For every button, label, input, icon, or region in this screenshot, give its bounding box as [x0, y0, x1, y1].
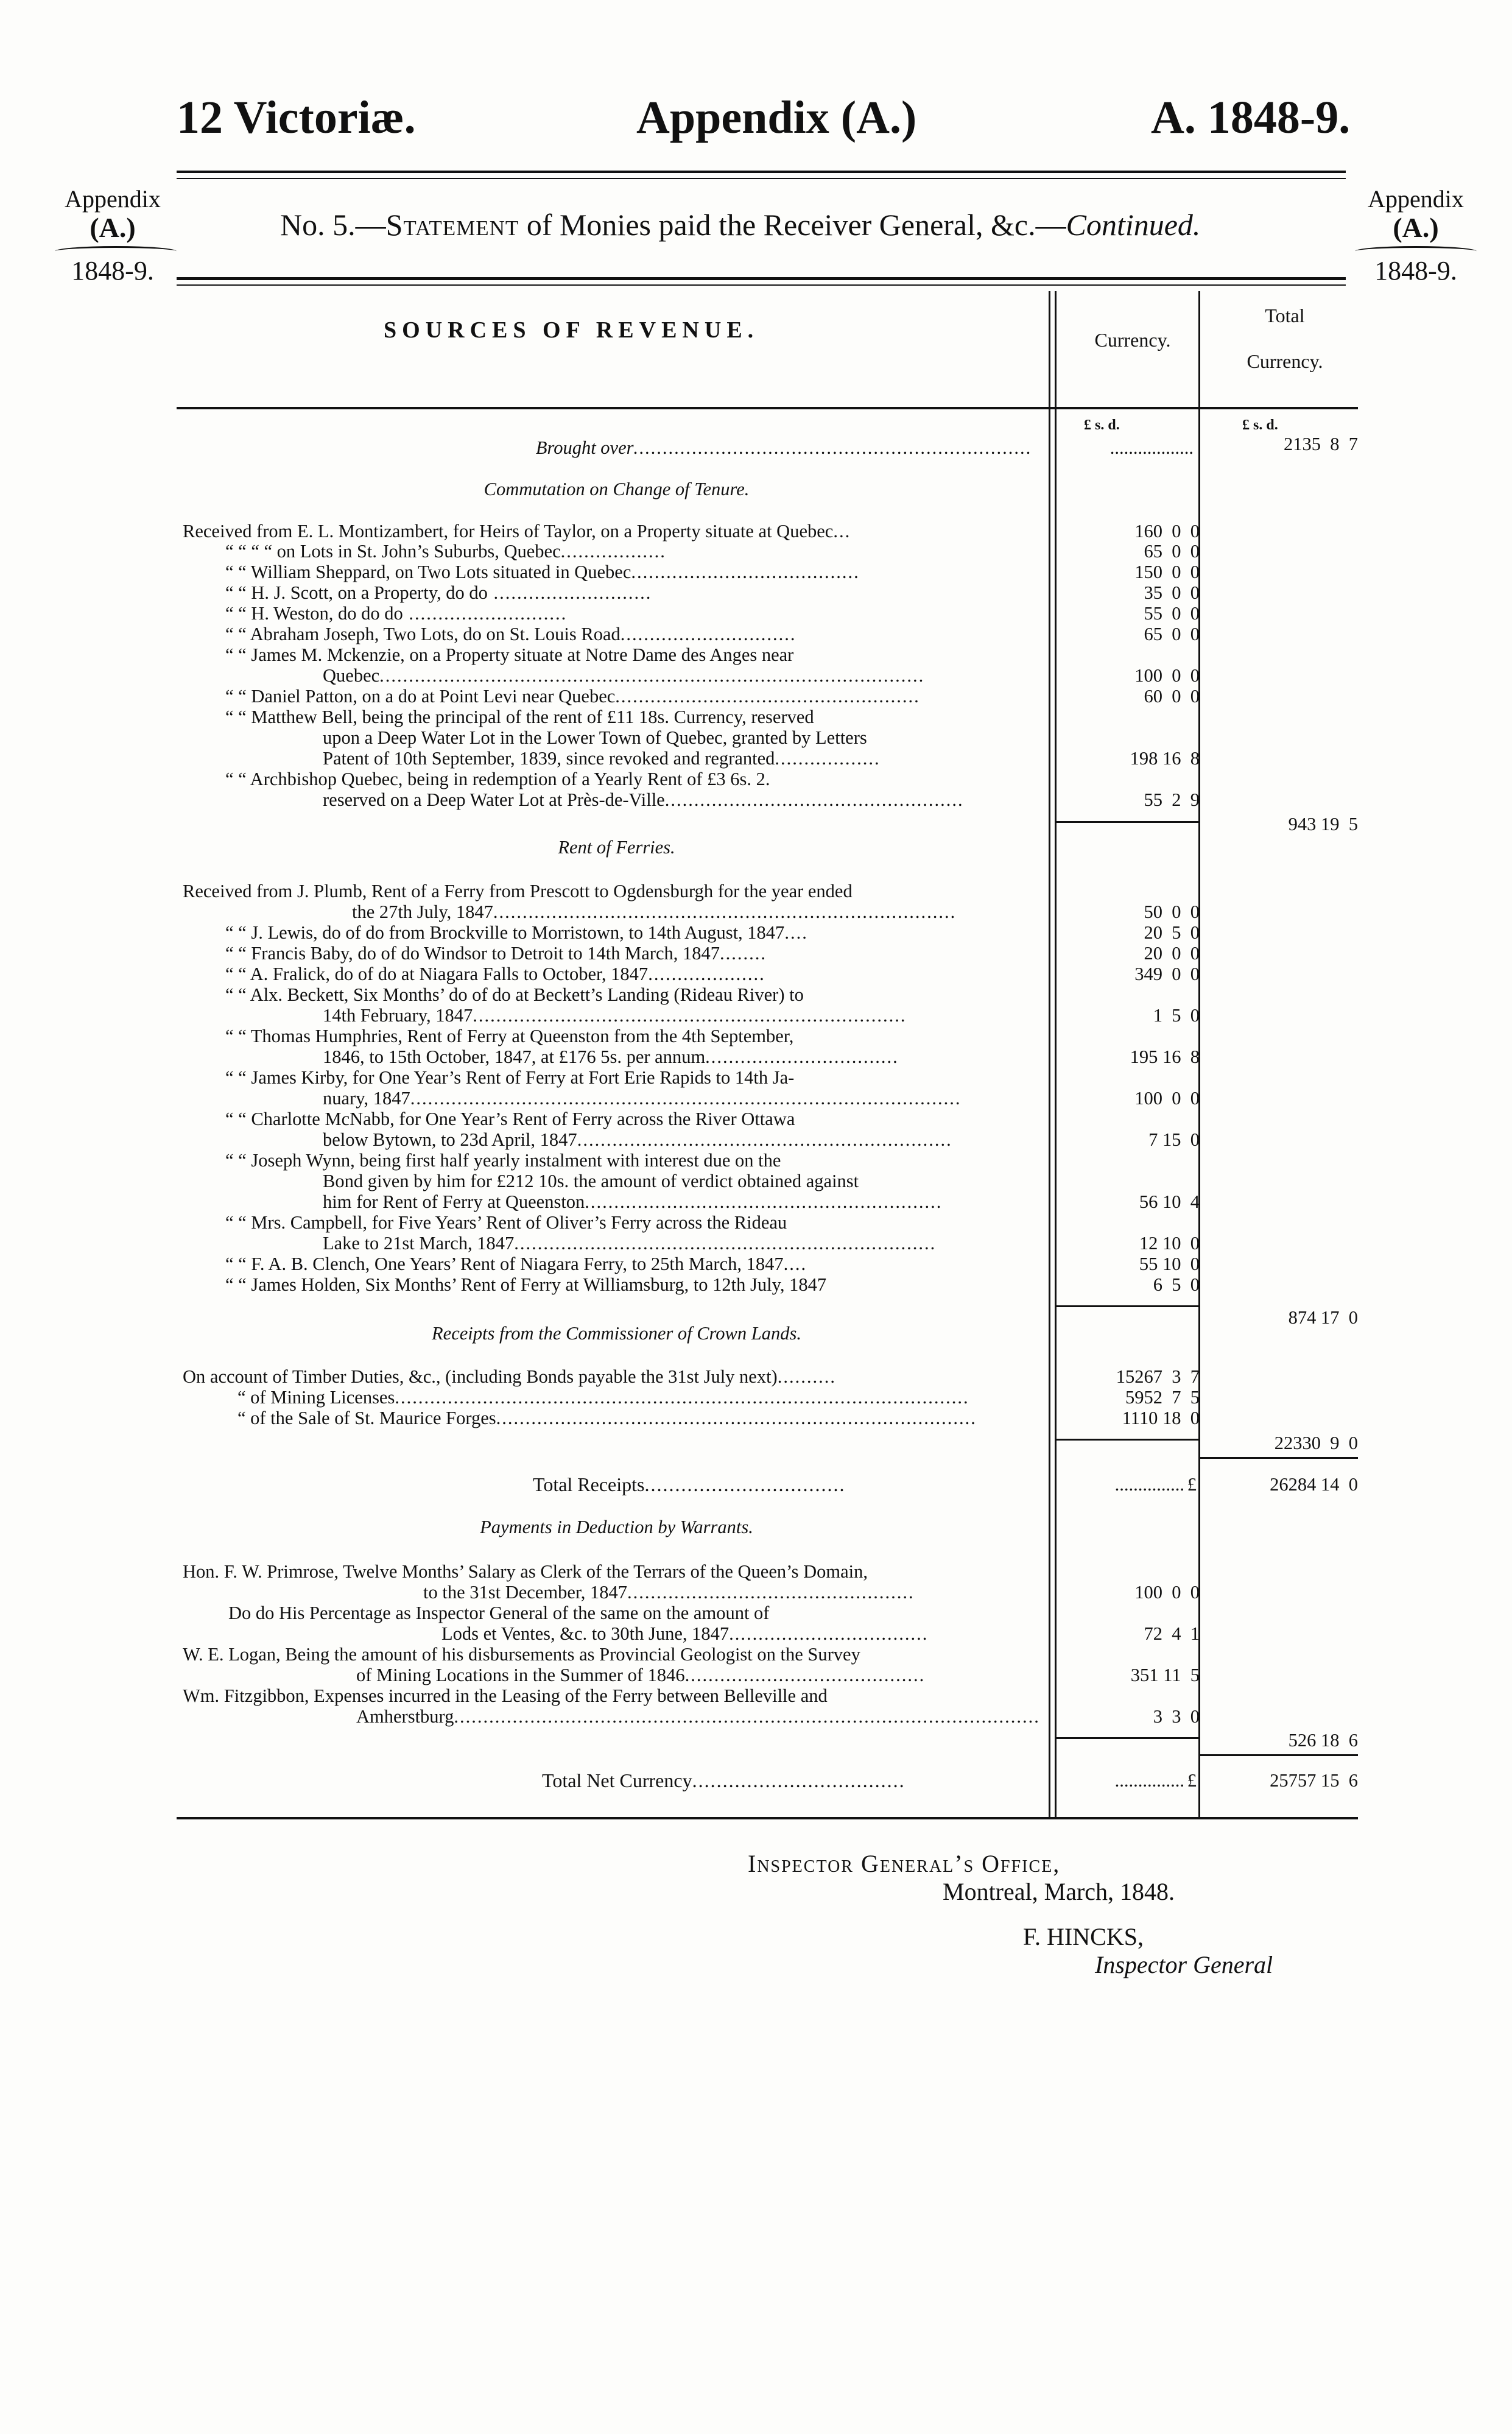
ferry-row-7: “ “ James Kirby, for One Year’s Rent of Ferry at Fort Erie Rapids to 14th Ja- [225, 1067, 795, 1088]
commutation-amount-1: 160 0 0 [1134, 521, 1200, 541]
row-text-cont: Bond given by him for £212 10s. the amount of verdict obtained against [323, 1171, 859, 1191]
section-crown-lands: Receipts from the Commissioner of Crown Lands. [432, 1323, 801, 1344]
column-total-currency: Currency. [1247, 350, 1323, 372]
commutation-amount-9: 198 16 8 [1130, 748, 1200, 769]
commutation-row-9-cont2: Patent of 10th September, 1839, since revoked and regranted.................. [323, 748, 881, 769]
commutation-row-9: “ “ Matthew Bell, being the principal of the rent of £11 18s. Currency, reserved [225, 707, 814, 727]
total-receipts-dots: ............... [1114, 1474, 1184, 1495]
ferry-row-5: “ “ Alx. Beckett, Six Months’ do of do at Beckett’s Landing (Rideau River) to [225, 984, 804, 1005]
commutation-amount-10: 55 2 9 [1144, 789, 1200, 810]
commutation-row-3: “ “ William Sheppard, on Two Lots situated in Quebec....................................... [225, 562, 860, 582]
running-head-right: A. 1848-9. [1151, 92, 1351, 143]
row-text: Wm. Fitzgibbon, Expenses incurred in the Leasing of the Ferry between Belleville and [183, 1685, 828, 1706]
header-rule [177, 171, 1346, 173]
title-rule-thin [177, 284, 1346, 286]
total-net-text: Total Net Currency [542, 1769, 692, 1791]
title-word: Statement [385, 208, 519, 242]
payment-row-1-cont: to the 31st December, 1847................................................. [423, 1582, 915, 1603]
total-receipts-pound: £ [1187, 1474, 1197, 1495]
commutation-row-7: “ “ James M. Mckenzie, on a Property situate at Notre Dame des Anges near [225, 644, 794, 665]
margin-ref: (A.) [90, 212, 136, 243]
brought-over-label: Brought over.................................................................... [535, 437, 1032, 458]
ferry-amount-1: 50 0 0 [1144, 901, 1200, 922]
payment-row-4 [183, 1685, 1050, 1706]
row-text: Mrs. Campbell, for Five Years’ Rent of Oliver’s Ferry across the Rideau [251, 1212, 787, 1233]
commutation-row-8: “ “ Daniel Patton, on a do at Point Levi near Quebec.................................................... [225, 686, 920, 707]
crown-row-2: “ of Mining Licenses.................................................................................................. [237, 1387, 969, 1408]
commutation-amount-6: 65 0 0 [1144, 624, 1200, 644]
row-text: On account of Timber Duties, &c., (including Bonds payable the 31st July next) [183, 1366, 778, 1387]
total-net-amount: 25757 15 6 [1270, 1770, 1358, 1791]
office-place-date: Montreal, March, 1848. [943, 1878, 1175, 1905]
crown-row-3: “ of the Sale of St. Maurice Forges.................................................................................. [237, 1408, 977, 1428]
payment-amount-4: 3 3 0 [1153, 1706, 1200, 1727]
row-text: William Sheppard, on Two Lots situated in Quebec [250, 562, 631, 582]
commutation-row-7-cont: Quebec............................................................................................. [323, 665, 925, 686]
crown-amount-2: 5952 7 5 [1125, 1387, 1200, 1408]
row-text: Abraham Joseph, Two Lots, do on St. Louis Road [250, 624, 621, 644]
row-text-cont: Amherstburg [356, 1706, 454, 1727]
brought-over-text: Brought over [535, 437, 634, 458]
margin-ref: (A.) [1393, 212, 1439, 243]
currency-lsd-label: £ s. d. [1084, 417, 1120, 433]
row-text: Received from J. Plumb, Rent of a Ferry from Prescott to Ogdensburgh for the year ended [183, 881, 853, 901]
running-head-left: 12 Victoriæ. [177, 92, 416, 143]
payments-sum-rule [1055, 1737, 1198, 1739]
row-text: Thomas Humphries, Rent of Ferry at Queenston from the 4th September, [250, 1026, 794, 1046]
row-text: F. A. B. Clench, One Years’ Rent of Niagara Ferry, to 25th March, 1847 [251, 1254, 784, 1274]
row-text-cont: 1846, to 15th October, 1847, at £176 5s. per annum [323, 1046, 706, 1067]
ferry-row-6: “ “ Thomas Humphries, Rent of Ferry at Queenston from the 4th September, [225, 1026, 794, 1046]
ferry-row-1-cont: the 27th July, 1847............................................................................... [352, 901, 957, 922]
row-text-cont: of Mining Locations in the Summer of 1846 [356, 1665, 685, 1685]
ferry-row-9-cont2: him for Rent of Ferry at Queenston............................................................. [323, 1191, 943, 1212]
title-rest: of Monies paid the Receiver General, &c.— [519, 208, 1066, 242]
section-ferries: Rent of Ferries. [558, 837, 675, 858]
ferry-row-9-cont [183, 1171, 1190, 1191]
commutation-amount-4: 35 0 0 [1144, 582, 1200, 603]
column-total: Total [1265, 305, 1305, 326]
signatory-name: F. HINCKS, [1023, 1923, 1144, 1950]
commutation-row-1: Received from E. L. Montizambert, for Heirs of Taylor, on a Property situate at Quebec... [183, 521, 851, 541]
row-text-cont: to the 31st December, 1847 [423, 1582, 628, 1603]
crown-amount-3: 1110 18 0 [1122, 1408, 1200, 1428]
office-name: Inspector General’s Office, [748, 1850, 1061, 1877]
ferry-amount-12: 6 5 0 [1153, 1274, 1200, 1295]
row-text: A. Fralick, do of do at Niagara Falls to October, 1847 [250, 964, 649, 984]
ferry-total: 874 17 0 [1288, 1307, 1358, 1328]
ferry-amount-11: 55 10 0 [1139, 1254, 1200, 1274]
commutation-row-9-cont [183, 727, 1190, 748]
ferry-amount-8: 7 15 0 [1148, 1129, 1200, 1150]
ferry-amount-3: 20 0 0 [1144, 943, 1200, 964]
row-text: James Kirby, for One Year’s Rent of Ferry at Fort Erie Rapids to 14th Ja- [251, 1067, 795, 1088]
commutation-amount-7: 100 0 0 [1134, 665, 1200, 686]
row-text-cont: Lake to 21st March, 1847 [323, 1233, 515, 1254]
brought-over-dots: .................. [1109, 437, 1194, 458]
row-text: Archbishop Quebec, being in redemption of a Yearly Rent of £3 6s. 2. [250, 769, 770, 789]
commutation-row-5: “ “ H. Weston, do do do ........................... [225, 603, 568, 624]
ferry-row-8-cont: below Bytown, to 23d April, 1847................................................................ [323, 1129, 952, 1150]
commutation-amount-8: 60 0 0 [1144, 686, 1200, 707]
payment-amount-1: 100 0 0 [1134, 1582, 1200, 1603]
ferry-row-1 [183, 881, 1050, 901]
margin-label: Appendix [65, 185, 161, 213]
payment-amount-2: 72 4 1 [1144, 1623, 1200, 1644]
ferry-amount-6: 195 16 8 [1130, 1046, 1200, 1067]
margin-swash [55, 246, 177, 256]
total-receipts-rule [1198, 1457, 1358, 1459]
ferry-row-8: “ “ Charlotte McNabb, for One Year’s Rent of Ferry across the River Ottawa [225, 1109, 795, 1129]
row-text: Joseph Wynn, being first half yearly instalment with interest due on the [251, 1150, 781, 1171]
commutation-row-10-cont: reserved on a Deep Water Lot at Près-de-Ville................................................... [323, 789, 964, 810]
margin-year: 1848-9. [1374, 255, 1457, 286]
brought-over-total: 2135 8 7 [1284, 434, 1358, 454]
row-text-cont: 14th February, 1847 [323, 1005, 473, 1026]
section-payments: Payments in Deduction by Warrants. [480, 1517, 753, 1537]
commutation-row-10: “ “ Archbishop Quebec, being in redemption of a Yearly Rent of £3 6s. 2. [225, 769, 770, 789]
header-rule-thin [177, 178, 1346, 179]
commutation-sum-rule [1055, 821, 1198, 823]
margin-year: 1848-9. [71, 255, 154, 286]
row-text: J. Lewis, do of do from Brockville to Morristown, to 14th August, 1847 [251, 922, 785, 943]
row-text: Charlotte McNabb, for One Year’s Rent of Ferry across the River Ottawa [251, 1109, 795, 1129]
row-text-cont2: Patent of 10th September, 1839, since revoked and regranted [323, 748, 775, 769]
total-receipts-amount: 26284 14 0 [1270, 1474, 1358, 1495]
margin-note-right [1355, 186, 1477, 286]
payment-row-1 [183, 1561, 1050, 1582]
row-text-cont: upon a Deep Water Lot in the Lower Town of Quebec, granted by Letters [323, 727, 867, 748]
ferry-row-11: “ “ F. A. B. Clench, One Years’ Rent of Niagara Ferry, to 25th March, 1847.... [225, 1254, 807, 1274]
ferry-row-10-cont: Lake to 21st March, 1847........................................................................ [323, 1233, 937, 1254]
row-text: Francis Baby, do of do Windsor to Detroit to 14th March, 1847 [251, 943, 720, 964]
commutation-row-4: “ “ H. J. Scott, on a Property, do do ........................... [225, 582, 652, 603]
row-text: “ of the Sale of St. Maurice Forges [237, 1408, 496, 1428]
row-text-cont: the 27th July, 1847 [352, 901, 493, 922]
row-text: Hon. F. W. Primrose, Twelve Months’ Salary as Clerk of the Terrars of the Queen’s Domain, [183, 1561, 868, 1582]
total-net-rule [1198, 1754, 1358, 1756]
commutation-total: 943 19 5 [1288, 814, 1358, 834]
row-text: W. E. Logan, Being the amount of his disbursements as Provincial Geologist on the Survey [183, 1644, 860, 1665]
ferry-row-6-cont: 1846, to 15th October, 1847, at £176 5s. per annum................................. [323, 1046, 899, 1067]
title-continued: Continued. [1066, 208, 1201, 242]
title-number: No. 5.— [280, 208, 386, 242]
row-text: H. Weston, do do do [251, 603, 403, 624]
crown-total: 22330 9 0 [1274, 1433, 1358, 1453]
row-text: Daniel Patton, on a do at Point Levi near Quebec [251, 686, 616, 707]
ferry-row-5-cont: 14th February, 1847.......................................................................... [323, 1005, 907, 1026]
payment-row-4-cont: Amherstburg.................................................................................................... [356, 1706, 1040, 1727]
statement-title [280, 207, 1200, 242]
commutation-row-2: “ “ “ “ on Lots in St. John’s Suburbs, Quebec.................. [225, 541, 666, 562]
margin-note-left [55, 186, 171, 286]
signatory-title: Inspector General [1095, 1951, 1273, 1978]
payments-total: 526 18 6 [1288, 1730, 1358, 1751]
commutation-amount-5: 55 0 0 [1144, 603, 1200, 624]
row-text: Alx. Beckett, Six Months’ do of do at Beckett’s Landing (Rideau River) to [250, 984, 804, 1005]
row-text: Received from E. L. Montizambert, for Heirs of Taylor, on a Property situate at Quebec [183, 521, 834, 541]
running-head-center: Appendix (A.) [636, 92, 917, 143]
payment-row-3 [183, 1644, 1050, 1665]
total-receipts-text: Total Receipts [533, 1473, 645, 1495]
commutation-row-6: “ “ Abraham Joseph, Two Lots, do on St. Louis Road.............................. [225, 624, 796, 644]
ferry-row-4: “ “ A. Fralick, do of do at Niagara Falls to October, 1847.................... [225, 964, 765, 984]
ferry-row-3: “ “ Francis Baby, do of do Windsor to Detroit to 14th March, 1847........ [225, 943, 767, 964]
row-text-cont: Quebec [323, 665, 380, 686]
row-text: “ of Mining Licenses [237, 1387, 395, 1408]
crown-row-1: On account of Timber Duties, &c., (including Bonds payable the 31st July next).......... [183, 1366, 836, 1387]
total-net-label: Total Net Currency................................... [542, 1769, 905, 1791]
ferry-amount-9: 56 10 4 [1139, 1191, 1200, 1212]
ferry-row-9: “ “ Joseph Wynn, being first half yearly instalment with interest due on the [225, 1150, 781, 1171]
ferry-row-2: “ “ J. Lewis, do of do from Brockville to Morristown, to 14th August, 1847.... [225, 922, 808, 943]
ferry-amount-4: 349 0 0 [1134, 964, 1200, 984]
row-text: James M. Mckenzie, on a Property situate at Notre Dame des Anges near [251, 644, 794, 665]
section-commutation: Commutation on Change of Tenure. [483, 479, 750, 499]
row-text-cont: Lods et Ventes, &c. to 30th June, 1847 [441, 1623, 730, 1644]
payment-row-2-cont: Lods et Ventes, &c. to 30th June, 1847.................................. [441, 1623, 929, 1644]
ferry-amount-2: 20 5 0 [1144, 922, 1200, 943]
row-text-cont2: him for Rent of Ferry at Queenston [323, 1191, 585, 1212]
row-text: “ “ “ “ on Lots in St. John’s Suburbs, Quebec [225, 541, 561, 562]
column-sources-of-revenue: SOURCES OF REVENUE. [384, 317, 759, 343]
row-text: H. J. Scott, on a Property, do do [251, 582, 488, 603]
title-rule [177, 277, 1346, 280]
row-text-cont: below Bytown, to 23d April, 1847 [323, 1129, 577, 1150]
ferry-row-12: “ “ James Holden, Six Months’ Rent of Ferry at Williamsburg, to 12th July, 1847 [225, 1274, 827, 1295]
column-currency: Currency. [1094, 329, 1171, 351]
total-net-pound: £ [1187, 1770, 1197, 1791]
row-text: Do do His Percentage as Inspector General of the same on the amount of [228, 1603, 770, 1623]
ferry-amount-10: 12 10 0 [1139, 1233, 1200, 1254]
total-net-dots: ............... [1114, 1770, 1184, 1791]
table-bottom-rule [177, 1817, 1358, 1819]
payment-row-3-cont: of Mining Locations in the Summer of 1846......................................... [356, 1665, 926, 1685]
ferry-row-7-cont: nuary, 1847.............................................................................................. [323, 1088, 962, 1109]
row-text: James Holden, Six Months’ Rent of Ferry at Williamsburg, to 12th July, 1847 [251, 1274, 827, 1295]
margin-swash [1355, 246, 1477, 256]
row-text: Matthew Bell, being the principal of the rent of £11 18s. Currency, reserved [251, 707, 814, 727]
ferry-sum-rule [1055, 1305, 1198, 1307]
ferry-row-10: “ “ Mrs. Campbell, for Five Years’ Rent of Oliver’s Ferry across the Rideau [225, 1212, 787, 1233]
ferry-amount-5: 1 5 0 [1153, 1005, 1200, 1026]
payment-amount-3: 351 11 5 [1130, 1665, 1200, 1685]
ferry-amount-7: 100 0 0 [1134, 1088, 1200, 1109]
crown-sum-rule [1055, 1439, 1198, 1441]
commutation-amount-3: 150 0 0 [1134, 562, 1200, 582]
total-lsd-label: £ s. d. [1242, 417, 1278, 433]
table-header-rule [177, 407, 1358, 409]
commutation-amount-2: 65 0 0 [1144, 541, 1200, 562]
margin-label: Appendix [1368, 185, 1464, 213]
row-text-cont: nuary, 1847 [323, 1088, 410, 1109]
row-text-cont: reserved on a Deep Water Lot at Près-de-Ville [323, 789, 665, 810]
payment-row-2 [183, 1603, 1096, 1623]
crown-amount-1: 15267 3 7 [1116, 1366, 1200, 1387]
total-receipts-label: Total Receipts................................. [533, 1473, 846, 1495]
